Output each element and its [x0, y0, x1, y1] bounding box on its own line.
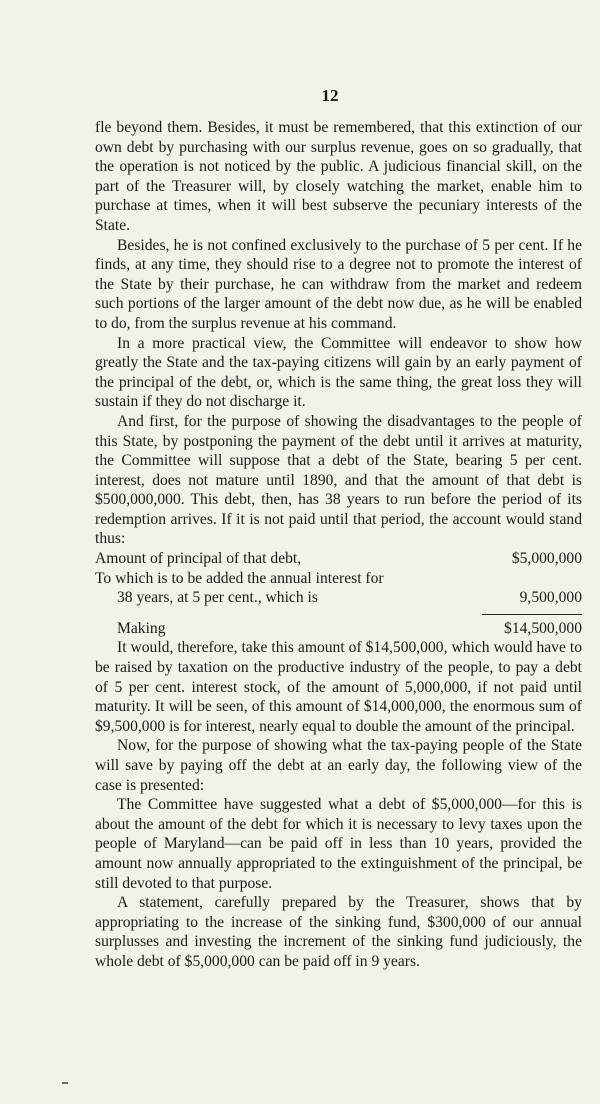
ink-mark [62, 1082, 68, 1084]
account-row-label: To which is to be added the annual interest for [95, 569, 384, 587]
account-row [95, 569, 582, 589]
paragraph: It would, therefore, take this amount of $14,500,000, which would have to be raised by taxation on the productive industry of the people, to pay a debt of 5 per cent. interest stock, of the amount of 5,000,000, if not paid until maturity. It will be seen, of this amount of $14,000,000, the enormous sum of $9,500,000 is for interest, nearly equal to double the amount of the principal. [95, 639, 582, 735]
account-row-label: Amount of principal of that debt, [95, 550, 302, 568]
account-total-amount: $14,500,000 [504, 619, 582, 637]
account-total-label: Making [117, 619, 166, 637]
account-row-amount: 9,500,000 [519, 589, 582, 607]
paragraph: Now, for the purpose of showing what the tax-paying people of the State will save by paying off the debt at an early day, the following view of the case is presented: [95, 737, 582, 794]
sum-rule [482, 614, 582, 615]
account-statement [95, 549, 582, 638]
account-row-amount: $5,000,000 [511, 550, 582, 568]
account-total-row [95, 619, 582, 639]
paragraph: The Committee have suggested what a debt of $5,000,000—for this is about the amount of the debt for which it is necessary to levy taxes upon the people of Maryland—can be paid off in less than 10 years, provided the amount now annually appropriated to the extinguishment of the principal, be still devoted to that purpose. [95, 796, 582, 892]
paragraph: Besides, he is not confined exclusively to the purchase of 5 per cent. If he finds, at any time, they should rise to a degree not to promote the interest of the State by their purchase, he can withdraw from the market and redeem such portions of the larger amount of the debt now due, as he will be enabled to do, from the surplus revenue at his command. [95, 236, 582, 332]
account-row-label: 38 years, at 5 per cent., which is [117, 589, 318, 607]
paragraph: And first, for the purpose of showing the disadvantages to the people of this State, by postponing the payment of the debt until it arrives at maturity, the Committee will suppose that a debt of the State, bearing 5 per cent. interest, does not mature until 1890, and that the amount of that debt is $500,000,000. This debt, then, has 38 years to run before the period of its redemption arrives. If it is not paid until that period, the account would stand thus: [95, 412, 582, 548]
page-number: 12 [321, 86, 339, 105]
account-row [95, 549, 582, 569]
account-row [95, 588, 582, 608]
page-body [95, 118, 582, 972]
paragraph: In a more practical view, the Committee will endeavor to show how greatly the State and the tax-paying citizens will gain by an early payment of the principal of the debt, or, which is the same thing, the great loss they will sustain if they do not discharge it. [95, 334, 582, 411]
paragraph: A statement, carefully prepared by the Treasurer, shows that by appropriating to the increase of the sinking fund, $300,000 of our annual surplusses and investing the increment of the sinking fund judiciously, the whole debt of $5,000,000 can be paid off in 9 years. [95, 894, 582, 970]
paragraph: fle beyond them. Besides, it must be remembered, that this extinction of our own debt by purchasing with our surplus revenue, goes on so gradually, that the operation is not noticed by the public. A judicious financial skill, on the part of the Treasurer will, by closely watching the market, enable him to purchase at times, when it will best subserve the pecuniary interests of the State. [95, 119, 582, 234]
